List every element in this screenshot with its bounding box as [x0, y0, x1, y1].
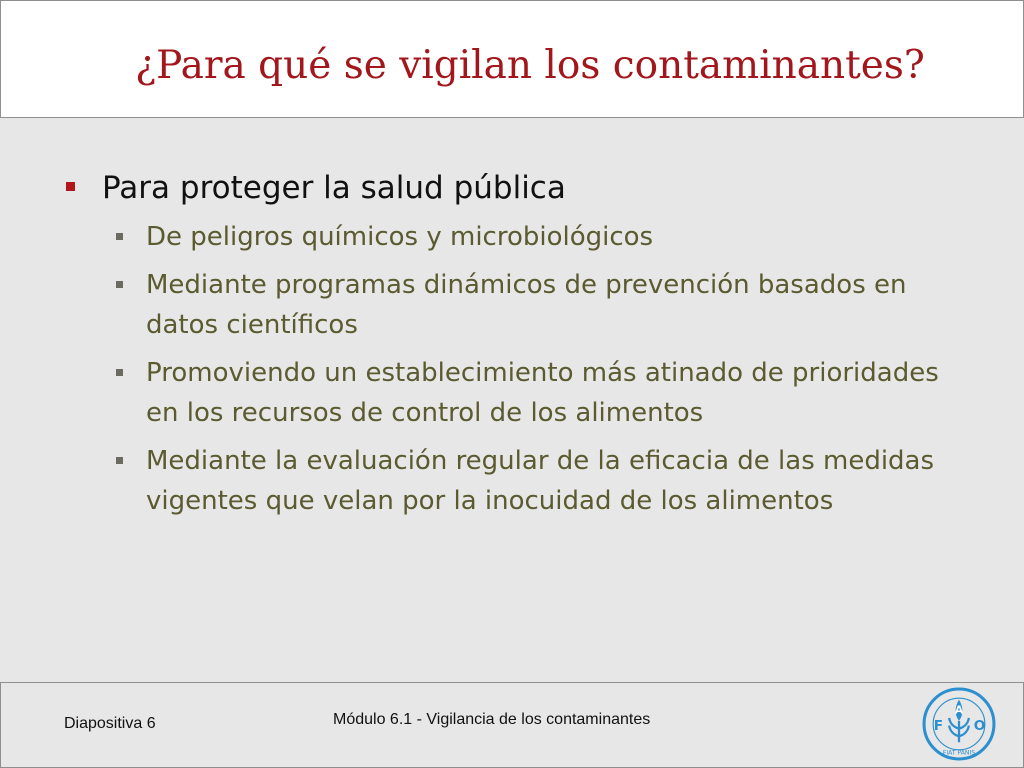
- square-bullet-icon: [116, 457, 123, 464]
- sub-point-text: De peligros químicos y microbiológicos: [146, 222, 654, 252]
- main-point: [66, 166, 966, 210]
- sub-point-text: Promoviendo un establecimiento más atinado de prioridades en los recursos de control de los alimentos: [146, 358, 939, 428]
- sub-point: [146, 441, 946, 521]
- fao-logo-icon: [921, 686, 997, 762]
- square-bullet-icon: [116, 233, 123, 240]
- sub-point-list: [66, 217, 966, 521]
- title-band: [0, 0, 1024, 118]
- sub-point: [146, 265, 946, 345]
- square-bullet-icon: [116, 281, 123, 288]
- logo-letter-a: A: [954, 703, 964, 717]
- main-point-text: Para proteger la salud pública: [102, 170, 566, 206]
- sub-point: [146, 217, 946, 257]
- slide-body: [66, 166, 966, 529]
- logo-letter-f: F: [933, 718, 944, 735]
- slide-title: ¿Para qué se vigilan los contaminantes?: [135, 43, 925, 88]
- slide-number: Diapositiva 6: [64, 715, 156, 732]
- sub-point-text: Mediante programas dinámicos de prevención basados en datos científicos: [146, 270, 907, 340]
- square-bullet-icon: [66, 182, 75, 191]
- sub-point-text: Mediante la evaluación regular de la eficacia de las medidas vigentes que velan por la inocuidad de los alimentos: [146, 446, 935, 516]
- module-title: Módulo 6.1 - Vigilancia de los contaminantes: [333, 711, 651, 728]
- square-bullet-icon: [116, 369, 123, 376]
- logo-motto: FIAT PANIS: [942, 749, 976, 757]
- slide-footer: [0, 682, 1024, 768]
- sub-point: [146, 353, 946, 433]
- logo-letter-o: O: [973, 718, 986, 735]
